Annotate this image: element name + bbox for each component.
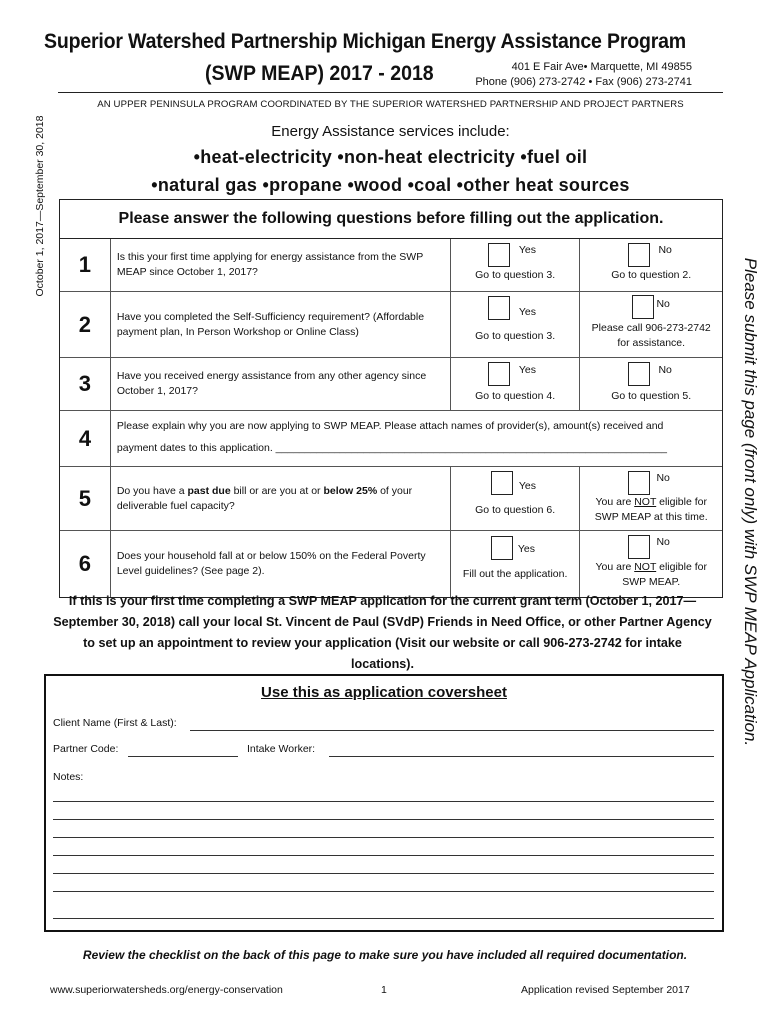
no-option [580, 358, 722, 410]
yes-checkbox[interactable] [488, 243, 510, 267]
coversheet-box [44, 674, 724, 932]
no-instruction: Go to question 5. [611, 390, 692, 402]
no-option [580, 239, 722, 291]
header-divider [58, 92, 723, 93]
yes-label: Yes [518, 364, 536, 376]
no-instruction-a: You are [595, 496, 635, 508]
no-label: No [656, 472, 670, 484]
question-row-5 [60, 467, 722, 531]
no-instruction-not: NOT [634, 496, 657, 508]
question-text [111, 411, 722, 466]
no-option [580, 292, 722, 357]
notes-line[interactable] [53, 801, 714, 802]
question-row-6 [60, 531, 722, 597]
no-instruction-not: NOT [634, 561, 657, 573]
services-line-2: •natural gas •propane •wood •coal •other heat sources [151, 175, 630, 195]
no-option [580, 467, 722, 530]
yes-option [451, 292, 581, 357]
notes-line[interactable] [53, 837, 714, 838]
notes-line[interactable] [53, 873, 714, 874]
yes-instruction: Go to question 6. [475, 504, 556, 516]
yes-checkbox[interactable] [491, 471, 513, 495]
form-subtitle: (SWP MEAP) 2017 - 2018 [205, 62, 434, 85]
no-checkbox[interactable] [628, 471, 650, 495]
footer-revision: Application revised September 2017 [521, 984, 690, 996]
address: 401 E Fair Ave• Marquette, MI 49855 [511, 61, 692, 73]
no-instruction-c: eligible for SWP MEAP at this time. [594, 496, 708, 523]
no-instruction: Please call 906-273-2742 for assistance. [591, 322, 711, 349]
question-row-1 [60, 239, 722, 292]
yes-option [451, 467, 581, 530]
yes-instruction: Fill out the application. [462, 568, 568, 580]
no-instruction-c: eligible for SWP MEAP. [622, 561, 707, 588]
no-label: No [656, 536, 670, 548]
question-text-line-1: Please explain why you are now applying to SWP MEAP. Please attach names of provider(s), amount(s) received and [116, 420, 664, 432]
question-number: 4 [60, 411, 111, 466]
program-note: AN UPPER PENINSULA PROGRAM COORDINATED BY THE SUPERIOR WATERSHED PARTNERSHIP AND PROJECT PARTNERS [97, 99, 684, 110]
yes-instruction: Go to question 4. [475, 390, 556, 402]
question-number: 3 [60, 358, 111, 410]
yes-checkbox[interactable] [488, 362, 510, 386]
no-label: No [656, 298, 670, 310]
question-text-a: Do you have a [116, 484, 188, 497]
yes-option [451, 358, 581, 410]
submit-instruction-vertical: Please submit this page (front only) with SWP MEAP Application. [741, 257, 760, 747]
partner-code-label: Partner Code: [53, 743, 119, 755]
partner-code-field[interactable] [128, 756, 238, 757]
intake-worker-label: Intake Worker: [247, 743, 316, 755]
no-instruction [580, 560, 722, 590]
yes-label: Yes [518, 306, 536, 318]
no-option [580, 531, 722, 597]
grant-period-vertical: October 1, 2017—September 30, 2018 [34, 115, 46, 297]
notes-line[interactable] [53, 918, 714, 919]
notes-line[interactable] [53, 819, 714, 820]
question-text: Have you received energy assistance from any other agency since October 1, 2017? [111, 358, 451, 410]
yes-label: Yes [518, 480, 536, 492]
question-text-below: below 25% [323, 484, 378, 497]
question-row-2 [60, 292, 722, 358]
notes-line[interactable] [53, 855, 714, 856]
yes-instruction: Go to question 3. [475, 269, 556, 281]
yes-option [451, 239, 581, 291]
first-time-notice: If this is your first time completing a SWP MEAP application for the current grant term (October 1, 2017—September 30, 2018) call your local St. Vincent de Paul (SVdP) Friends in Need Office, or other Partner Agency to set up an appointment to review your application (Visit our website or call 906-273-2742 for intake locations). [53, 594, 712, 671]
yes-checkbox[interactable] [491, 536, 513, 560]
explanation-field[interactable]: payment dates to this application. ___________________________________________________________________ [116, 442, 667, 454]
question-text-past-due: past due [187, 484, 231, 497]
no-label: No [658, 364, 672, 376]
no-checkbox[interactable] [628, 243, 650, 267]
no-instruction-a: You are [595, 561, 635, 573]
question-row-3 [60, 358, 722, 411]
question-text-e: of your deliverable fuel capacity? [116, 484, 413, 512]
question-text: Is this your first time applying for energy assistance from the SWP MEAP since October 1, 2017? [111, 239, 451, 291]
question-text: Have you completed the Self-Sufficiency requirement? (Affordable payment plan, In Person Workshop or Online Class) [111, 292, 451, 357]
yes-option [451, 531, 581, 597]
yes-label: Yes [518, 244, 536, 256]
question-row-4 [60, 411, 722, 467]
no-instruction: Go to question 2. [611, 269, 692, 281]
question-number: 2 [60, 292, 111, 357]
question-text [111, 467, 451, 530]
services-heading: Energy Assistance services include: [271, 123, 510, 140]
question-number: 6 [60, 531, 111, 597]
question-number: 1 [60, 239, 111, 291]
checklist-reminder: Review the checklist on the back of this page to make sure you have included all required documentation. [82, 948, 688, 962]
no-checkbox[interactable] [628, 535, 650, 559]
questions-table [59, 199, 723, 598]
no-checkbox[interactable] [632, 295, 654, 319]
client-name-label: Client Name (First & Last): [53, 717, 177, 729]
no-instruction [580, 495, 722, 525]
services-line-1: •heat-electricity •non-heat electricity •fuel oil [193, 147, 588, 167]
coversheet-title: Use this as application coversheet [261, 684, 507, 701]
phone-fax: Phone (906) 273-2742 • Fax (906) 273-2741 [475, 76, 692, 88]
no-checkbox[interactable] [628, 362, 650, 386]
questions-header: Please answer the following questions before filling out the application. [60, 200, 722, 239]
no-label: No [658, 244, 672, 256]
yes-checkbox[interactable] [488, 296, 510, 320]
notes-label: Notes: [53, 771, 84, 783]
form-title: Superior Watershed Partnership Michigan Energy Assistance Program [44, 30, 686, 53]
footer-website: www.superiorwatersheds.org/energy-conservation [50, 984, 283, 996]
notes-line[interactable] [53, 891, 714, 892]
yes-label: Yes [517, 543, 535, 555]
question-text-c: bill or are you at or [230, 484, 324, 497]
question-number: 5 [60, 467, 111, 530]
question-text: Does your household fall at or below 150% on the Federal Poverty Level guidelines? (See page 2). [111, 531, 451, 597]
yes-instruction: Go to question 3. [475, 330, 556, 342]
intake-worker-field[interactable] [329, 756, 714, 757]
footer-page-number: 1 [381, 984, 387, 996]
client-name-field[interactable] [190, 730, 714, 731]
contact-block [474, 60, 692, 90]
